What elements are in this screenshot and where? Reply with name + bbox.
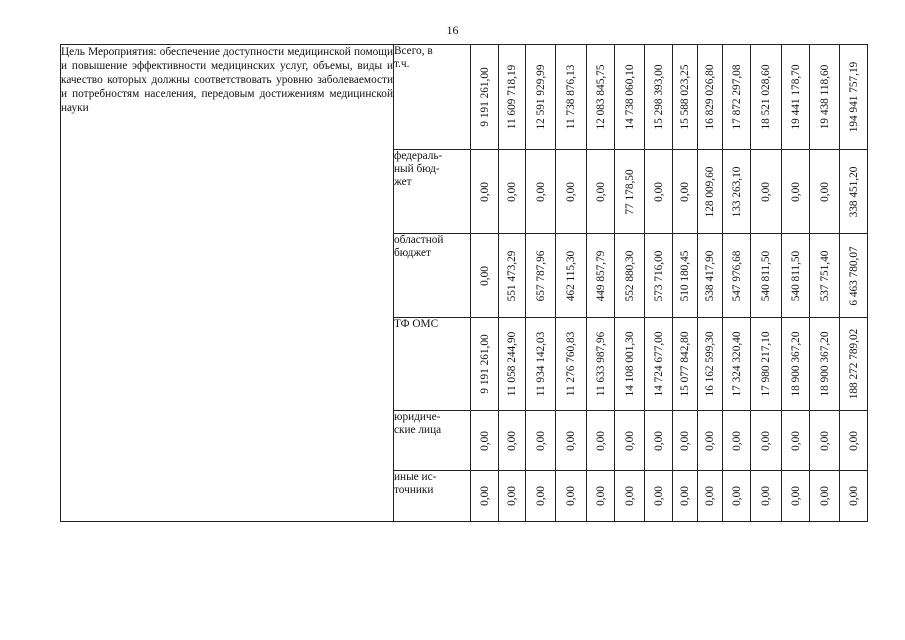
value-text: 0,00 <box>594 430 607 451</box>
value-cell <box>782 318 810 411</box>
value-text: 11 633 987,96 <box>594 331 607 397</box>
value-cell <box>471 150 499 234</box>
value-cell <box>556 471 587 522</box>
value-text: 540 811,50 <box>760 250 772 301</box>
table-row <box>61 45 868 150</box>
page-number: 16 <box>446 23 459 37</box>
value-text: 0,00 <box>789 181 802 202</box>
value-text: 0,00 <box>506 430 518 451</box>
funding-source-label-line: областной <box>394 234 444 246</box>
funding-source-label <box>394 471 471 522</box>
value-text: 551 473,29 <box>506 250 518 301</box>
value-cell <box>723 234 751 318</box>
value-text: 18 900 367,20 <box>818 331 831 397</box>
value-text: 0,00 <box>478 430 491 451</box>
value-cell <box>723 45 751 150</box>
value-cell <box>782 411 810 471</box>
funding-source-label-line: бюджет <box>394 247 431 259</box>
value-text: 17 980 217,10 <box>760 331 772 397</box>
value-cell <box>751 45 782 150</box>
value-cell <box>615 411 645 471</box>
value-cell <box>810 150 840 234</box>
value-text: 17 324 320,40 <box>730 331 743 397</box>
value-cell <box>499 150 526 234</box>
value-cell <box>556 318 587 411</box>
value-text: 462 115,30 <box>565 250 577 301</box>
funding-source-label <box>394 411 471 471</box>
value-cell <box>723 471 751 522</box>
value-cell <box>587 471 615 522</box>
value-cell <box>615 150 645 234</box>
value-cell <box>810 318 840 411</box>
value-text: 17 872 297,08 <box>730 64 743 130</box>
value-text: 537 751,40 <box>818 250 831 301</box>
value-cell <box>526 411 556 471</box>
value-text: 657 787,96 <box>534 250 547 301</box>
value-text: 11 738 876,13 <box>565 64 577 130</box>
value-cell <box>471 45 499 150</box>
value-text: 16 162 599,30 <box>704 331 716 397</box>
value-text: 0,00 <box>565 486 577 506</box>
value-text: 573 716,00 <box>652 250 665 301</box>
value-cell <box>587 318 615 411</box>
value-cell <box>751 471 782 522</box>
value-text: 0,00 <box>760 486 772 506</box>
value-cell <box>673 45 698 150</box>
value-cell <box>782 471 810 522</box>
value-text: 538 417,90 <box>704 250 716 301</box>
value-cell <box>526 45 556 150</box>
value-cell <box>723 318 751 411</box>
value-cell <box>526 234 556 318</box>
value-cell <box>645 411 673 471</box>
value-cell <box>499 318 526 411</box>
value-text: 11 609 718,19 <box>506 64 518 130</box>
value-text: 12 591 929,99 <box>534 64 547 130</box>
funding-source-label <box>394 45 471 150</box>
goal-description: Цель Мероприятия: обеспечение доступности медицинской помощи и повышение эффективности медицинских услуг, объемы, виды и качество которых должны соответствовать уровню заболеваемости и потребностям населения, передовым достижениям медицинской науки <box>61 45 394 522</box>
value-text: 552 880,30 <box>623 250 636 301</box>
funding-source-label-line: ный бюд- <box>394 163 440 175</box>
value-text: 19 438 118,60 <box>818 64 831 130</box>
value-text: 15 077 842,80 <box>679 331 691 397</box>
value-text: 18 900 367,20 <box>789 331 802 397</box>
value-text: 0,00 <box>760 430 772 451</box>
value-cell <box>615 234 645 318</box>
value-cell <box>751 234 782 318</box>
funding-source-label-line: юридиче- <box>394 411 441 423</box>
funding-source-label-line: точники <box>394 484 434 496</box>
value-text: 0,00 <box>704 430 716 451</box>
value-cell <box>840 318 868 411</box>
value-cell <box>645 471 673 522</box>
value-text: 9 191 261,00 <box>478 334 491 394</box>
value-cell <box>698 45 723 150</box>
value-cell <box>698 234 723 318</box>
value-text: 77 178,50 <box>623 168 636 215</box>
value-text: 0,00 <box>565 430 577 451</box>
value-text: 0,00 <box>730 486 743 506</box>
value-text: 0,00 <box>679 486 691 506</box>
value-text: 11 058 244,90 <box>506 331 518 397</box>
value-cell <box>673 471 698 522</box>
value-text: 0,00 <box>478 486 491 506</box>
value-cell <box>471 234 499 318</box>
value-cell <box>645 150 673 234</box>
funding-source-label-line: жет <box>394 176 412 188</box>
value-cell <box>698 411 723 471</box>
value-cell <box>782 234 810 318</box>
value-cell <box>587 234 615 318</box>
value-cell <box>587 411 615 471</box>
value-cell <box>751 411 782 471</box>
value-cell <box>723 150 751 234</box>
value-cell <box>698 318 723 411</box>
value-cell <box>782 150 810 234</box>
value-cell <box>471 411 499 471</box>
value-text: 0,00 <box>623 430 636 451</box>
value-cell <box>556 411 587 471</box>
funding-source-label-line: т.ч. <box>394 58 410 70</box>
value-cell <box>751 318 782 411</box>
value-cell <box>587 150 615 234</box>
value-cell <box>526 318 556 411</box>
value-cell <box>556 45 587 150</box>
value-cell <box>810 45 840 150</box>
value-text: 0,00 <box>679 181 691 202</box>
value-cell <box>810 471 840 522</box>
value-cell <box>526 150 556 234</box>
value-cell <box>810 234 840 318</box>
value-cell <box>673 150 698 234</box>
value-text: 0,00 <box>818 486 831 506</box>
value-cell <box>615 318 645 411</box>
funding-table <box>60 44 868 522</box>
value-text: 14 738 060,10 <box>623 64 636 130</box>
funding-source-label-line: федераль- <box>394 150 443 162</box>
value-cell <box>698 150 723 234</box>
funding-source-label <box>394 234 471 318</box>
value-text: 15 298 393,00 <box>652 64 665 130</box>
value-text: 0,00 <box>506 486 518 506</box>
value-cell <box>673 318 698 411</box>
value-cell <box>615 471 645 522</box>
value-text: 18 521 028,60 <box>760 64 772 130</box>
value-text: 133 263,10 <box>730 166 743 217</box>
value-text: 194 941 757,19 <box>847 61 860 133</box>
value-cell <box>556 150 587 234</box>
funding-source-label <box>394 150 471 234</box>
value-text: 0,00 <box>623 486 636 506</box>
value-cell <box>587 45 615 150</box>
value-cell <box>526 471 556 522</box>
value-text: 0,00 <box>594 486 607 506</box>
value-text: 0,00 <box>760 181 772 202</box>
value-text: 547 976,68 <box>730 250 743 301</box>
value-text: 0,00 <box>506 181 518 202</box>
value-text: 0,00 <box>594 181 607 202</box>
value-text: 16 829 026,80 <box>704 64 716 130</box>
value-text: 11 276 760,83 <box>565 331 577 397</box>
value-text: 0,00 <box>789 486 802 506</box>
value-cell <box>499 45 526 150</box>
value-text: 540 811,50 <box>789 250 802 301</box>
value-cell <box>645 45 673 150</box>
value-text: 128 009,60 <box>704 166 716 217</box>
funding-source-label-line: ские лица <box>394 424 442 436</box>
value-text: 188 272 789,02 <box>847 328 860 400</box>
value-text: 0,00 <box>789 430 802 451</box>
value-text: 0,00 <box>534 181 547 202</box>
funding-source-label-line: ТФ ОМС <box>394 318 439 330</box>
value-text: 14 724 677,00 <box>652 331 665 397</box>
value-text: 19 441 178,70 <box>789 64 802 130</box>
value-text: 0,00 <box>704 486 716 506</box>
value-cell <box>471 471 499 522</box>
funding-source-label <box>394 318 471 411</box>
value-cell <box>840 411 868 471</box>
value-cell <box>673 411 698 471</box>
value-text: 0,00 <box>679 430 691 451</box>
value-cell <box>698 471 723 522</box>
value-cell <box>471 318 499 411</box>
value-cell <box>645 318 673 411</box>
value-text: 510 180,45 <box>679 250 691 301</box>
value-text: 0,00 <box>847 430 860 451</box>
value-cell <box>810 411 840 471</box>
value-text: 0,00 <box>730 430 743 451</box>
value-text: 0,00 <box>847 486 860 506</box>
value-cell <box>556 234 587 318</box>
value-text: 0,00 <box>478 181 491 202</box>
value-cell <box>673 234 698 318</box>
value-text: 0,00 <box>652 486 665 506</box>
value-cell <box>840 150 868 234</box>
value-cell <box>840 45 868 150</box>
value-cell <box>615 45 645 150</box>
value-text: 0,00 <box>565 181 577 202</box>
value-text: 449 857,79 <box>594 250 607 301</box>
value-cell <box>782 45 810 150</box>
value-cell <box>645 234 673 318</box>
value-text: 0,00 <box>534 486 547 506</box>
value-text: 0,00 <box>818 430 831 451</box>
value-cell <box>723 411 751 471</box>
value-text: 12 083 845,75 <box>594 64 607 130</box>
value-cell <box>499 471 526 522</box>
funding-source-label-line: иные ис- <box>394 471 437 483</box>
value-text: 0,00 <box>818 181 831 202</box>
value-text: 11 934 142,03 <box>534 331 547 397</box>
value-text: 0,00 <box>652 430 665 451</box>
value-cell <box>751 150 782 234</box>
value-text: 6 463 780,07 <box>847 245 860 306</box>
value-text: 15 588 023,25 <box>679 64 691 130</box>
value-cell <box>499 234 526 318</box>
value-text: 338 451,20 <box>847 166 860 217</box>
value-cell <box>840 234 868 318</box>
value-text: 0,00 <box>534 430 547 451</box>
value-text: 14 108 001,30 <box>623 331 636 397</box>
value-cell <box>499 411 526 471</box>
value-cell <box>840 471 868 522</box>
value-text: 0,00 <box>478 265 491 286</box>
value-text: 9 191 261,00 <box>478 67 491 127</box>
funding-source-label-line: Всего, в <box>394 45 433 57</box>
value-text: 0,00 <box>652 181 665 202</box>
